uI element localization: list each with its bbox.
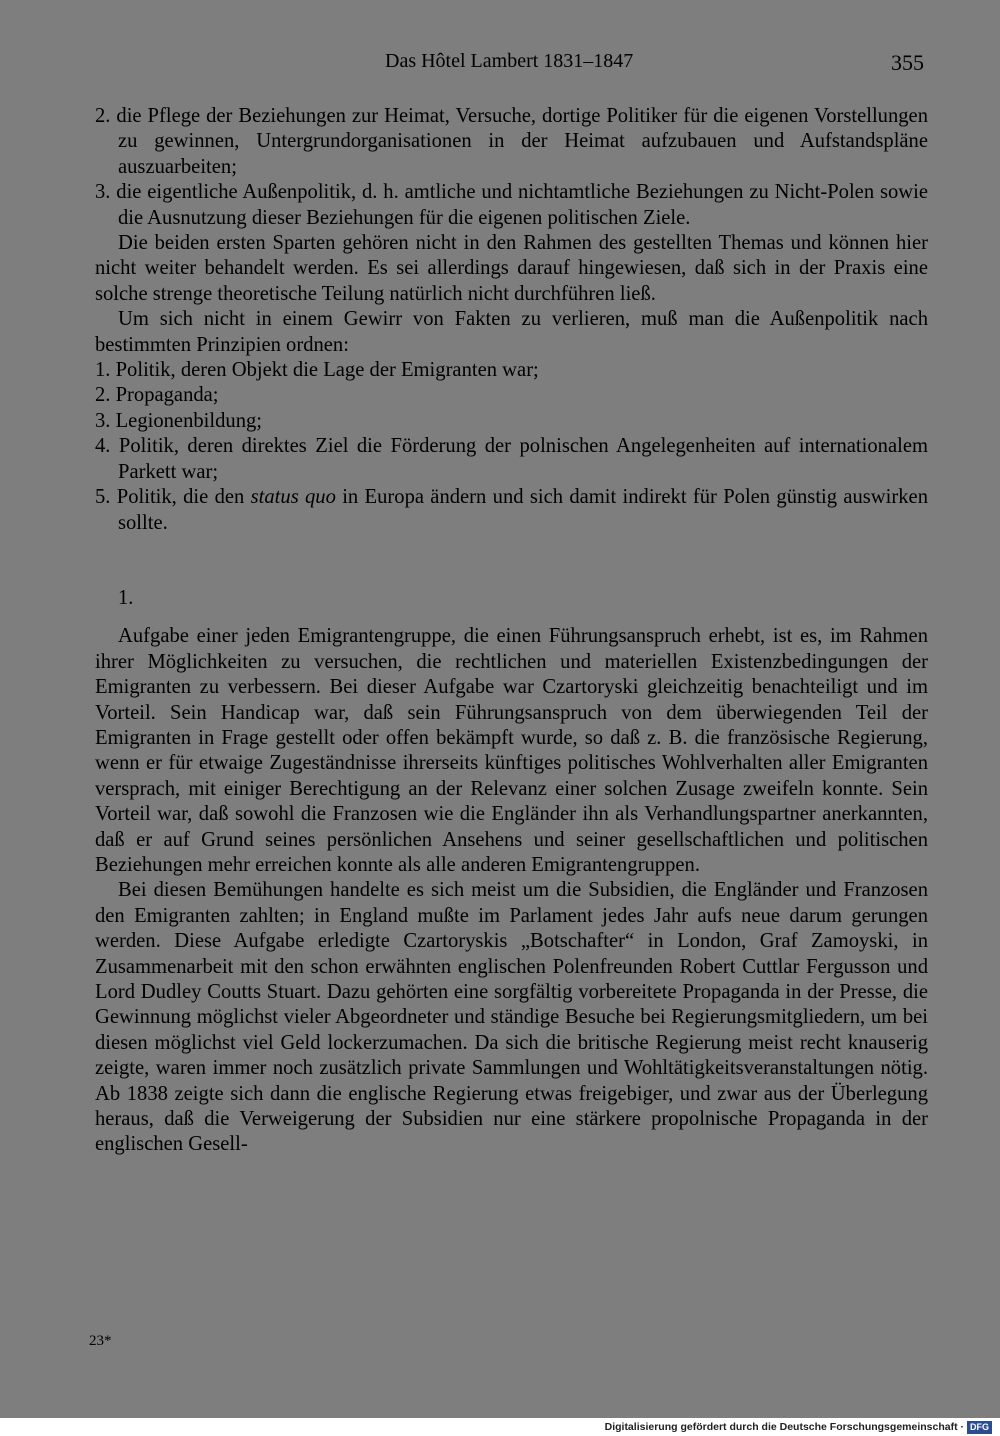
page-header [0,50,1000,80]
list-item: 3. Legionenbildung; [95,409,263,432]
emphasis-text: status quo [250,486,336,509]
list-item: 1. Politik, deren Objekt die Lage der Emigranten war; [95,359,539,382]
list-item: 2. die Pflege der Beziehungen zur Heimat, Versuche, dortige Politiker für die eigenen Vorstellungen zu gewinnen, Untergrundorganisationen in der Heimat aufzubauen und Aufstandspläne auszuarbeiten; [95,105,928,178]
dfg-logo-icon: DFG [967,1421,992,1434]
page-number: 355 [891,50,924,75]
list-item: 2. Propaganda; [95,384,219,407]
footer-text: Digitalisierung gefördert durch die Deutsche Forschungsgemeinschaft · [604,1421,964,1433]
list-item: 4. Politik, deren direktes Ziel die Förderung der polnischen Angelegenheiten auf internationalem Parkett war; [95,435,928,483]
list-item [95,485,928,536]
list-item: 3. die eigentliche Außenpolitik, d. h. amtliche und nichtamtliche Beziehungen zu Nicht-Polen sowie die Ausnutzung dieser Beziehungen für die eigenen politischen Ziele. [95,181,928,229]
list-item-text: in Europa ändern und sich damit indirekt für Polen günstig auswirken sollte. [118,486,928,534]
paragraph: Aufgabe einer jeden Emigrantengruppe, die einen Führungsanspruch erhebt, ist es, im Rahmen ihrer Möglichkeiten zu versuchen, die rechtlichen und materiellen Existenzbedingungen der Emigranten zu verbessern. Bei dieser Aufgabe war Czartoryski gleichzeitig benachteiligt und im Vorteil. Sein Handicap war, daß sein Führungsanspruch von dem überwiegenden Teil der Emigranten in Frage gestellt oder offen bekämpft wurde, so daß z. B. die französische Regierung, wenn er für etwaige Zugeständnisse ihrerseits künftiges politisches Wohlverhalten aller Emigranten versprach, mit einiger Berechtigung an der Relevanz einer solchen Zusage zweifeln konnte. Sein Vorteil war, daß sowohl die Franzosen wie die Engländer ihn als Verhandlungspartner anerkannten, daß er auf Grund seines persönlichen Ansehens und seiner gesellschaftlichen und politischen Beziehungen mehr erreichen konnte als alle anderen Emigrantengruppen. [95,625,928,876]
paragraph: Die beiden ersten Sparten gehören nicht in den Rahmen des gestellten Themas und können hier nicht weiter behandelt werden. Es sei allerdings darauf hingewiesen, daß sich in der Praxis eine solche strenge theoretische Teilung natürlich nicht durchführen ließ. [95,232,928,305]
body-text [95,104,928,1158]
digitization-footer [605,1420,992,1434]
section-number: 1. [118,586,134,609]
paragraph: Um sich nicht in einem Gewirr von Fakten zu verlieren, muß man die Außenpolitik nach bestimmten Prinzipien ordnen: [95,308,928,356]
paragraph: Bei diesen Bemühungen handelte es sich meist um die Subsidien, die Engländer und Franzosen den Emigranten zahlten; in England mußte im Parlament jedes Jahr aufs neue darum gerungen werden. Diese Aufgabe erledigte Czartoryskis „Botschafter“ in London, Graf Zamoyski, in Zusammenarbeit mit den schon erwähnten englischen Polenfreunden Robert Cuttlar Fergusson und Lord Dudley Coutts Stuart. Dazu gehörten eine sorgfältig vorbereitete Propaganda in der Presse, die Gewinnung möglichst vieler Abgeordneter und ständige Besuche bei Regierungsmitgliedern, um bei diesen möglichst viel Geld lockerzumachen. Da sich die britische Regierung meist recht knauserig zeigte, waren immer noch zusätzlich private Sammlungen und Wohltätigkeitsveranstaltungen nötig. Ab 1838 zeigte sich dann die englische Regierung etwas freigebiger, und zwar aus der Überlegung heraus, daß die Verweigerung der Subsidien nur eine stärkere propolnische Propaganda in der englischen Gesell- [95,879,928,1156]
signature-mark: 23* [89,1333,112,1349]
running-title: Das Hôtel Lambert 1831–1847 [385,50,634,72]
list-item-text: 5. Politik, die den [95,486,251,509]
